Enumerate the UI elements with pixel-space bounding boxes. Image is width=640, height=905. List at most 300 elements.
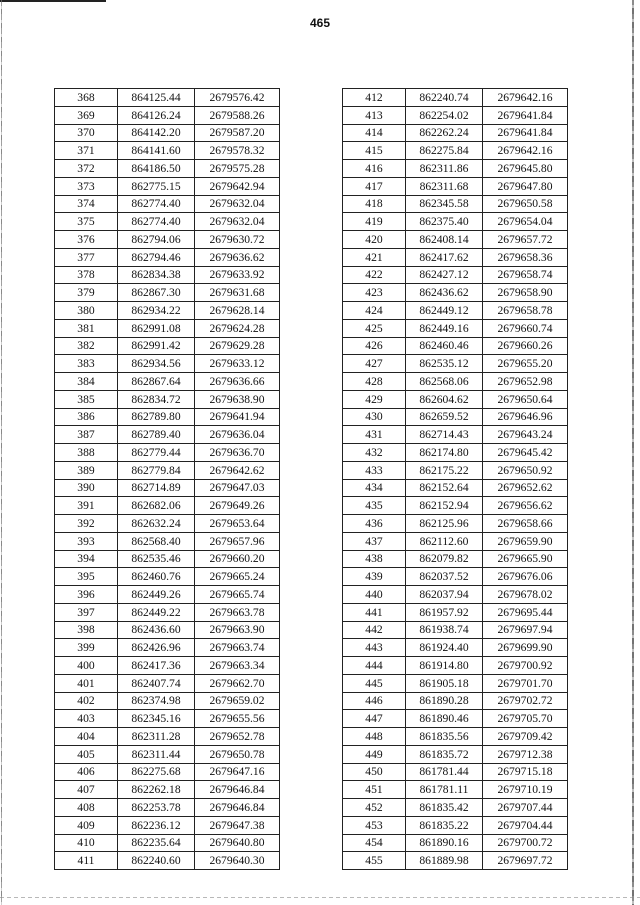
x-coordinate-cell: 862311.28 — [118, 728, 195, 746]
table-row — [55, 337, 280, 355]
point-number-cell: 418 — [343, 195, 406, 213]
x-coordinate-cell: 862436.60 — [118, 621, 195, 639]
y-coordinate-cell: 2679652.98 — [483, 373, 568, 391]
y-coordinate-cell: 2679642.62 — [195, 461, 280, 479]
y-coordinate-cell: 2679588.26 — [195, 106, 280, 124]
y-coordinate-cell: 2679633.12 — [195, 355, 280, 373]
y-coordinate-cell: 2679647.38 — [195, 816, 280, 834]
point-number-cell: 396 — [55, 586, 118, 604]
table-row — [55, 444, 280, 462]
table-row — [343, 337, 568, 355]
point-number-cell: 429 — [343, 390, 406, 408]
table-row — [343, 586, 568, 604]
table-row — [343, 710, 568, 728]
y-coordinate-cell: 2679641.94 — [195, 408, 280, 426]
table-row — [55, 142, 280, 160]
x-coordinate-cell: 862794.46 — [118, 248, 195, 266]
x-coordinate-cell: 861924.40 — [406, 639, 483, 657]
x-coordinate-cell: 862934.56 — [118, 355, 195, 373]
x-coordinate-cell: 862659.52 — [406, 408, 483, 426]
point-number-cell: 430 — [343, 408, 406, 426]
y-coordinate-cell: 2679699.90 — [483, 639, 568, 657]
table-row — [343, 692, 568, 710]
x-coordinate-cell: 862535.12 — [406, 355, 483, 373]
point-number-cell: 449 — [343, 745, 406, 763]
x-coordinate-cell: 862834.72 — [118, 390, 195, 408]
y-coordinate-cell: 2679655.56 — [195, 710, 280, 728]
table-row — [55, 124, 280, 142]
y-coordinate-cell: 2679658.74 — [483, 266, 568, 284]
table-row — [55, 621, 280, 639]
table-row — [55, 816, 280, 834]
x-coordinate-cell: 862240.74 — [406, 89, 483, 107]
y-coordinate-cell: 2679663.78 — [195, 603, 280, 621]
point-number-cell: 387 — [55, 426, 118, 444]
y-coordinate-cell: 2679636.70 — [195, 444, 280, 462]
y-coordinate-cell: 2679707.44 — [483, 799, 568, 817]
y-coordinate-cell: 2679715.18 — [483, 763, 568, 781]
y-coordinate-cell: 2679700.72 — [483, 834, 568, 852]
y-coordinate-cell: 2679660.20 — [195, 550, 280, 568]
x-coordinate-cell: 862235.64 — [118, 834, 195, 852]
point-number-cell: 400 — [55, 657, 118, 675]
point-number-cell: 439 — [343, 568, 406, 586]
table-row — [55, 231, 280, 249]
y-coordinate-cell: 2679647.16 — [195, 763, 280, 781]
point-number-cell: 417 — [343, 177, 406, 195]
y-coordinate-cell: 2679575.28 — [195, 160, 280, 178]
table-row — [343, 745, 568, 763]
x-coordinate-cell: 862152.64 — [406, 479, 483, 497]
table-row — [55, 177, 280, 195]
x-coordinate-cell: 862374.98 — [118, 692, 195, 710]
point-number-cell: 416 — [343, 160, 406, 178]
table-row — [343, 284, 568, 302]
y-coordinate-cell: 2679647.80 — [483, 177, 568, 195]
table-row — [343, 373, 568, 391]
table-row — [55, 745, 280, 763]
point-number-cell: 411 — [55, 852, 118, 870]
table-row — [55, 852, 280, 870]
y-coordinate-cell: 2679658.90 — [483, 284, 568, 302]
y-coordinate-cell: 2679647.03 — [195, 479, 280, 497]
y-coordinate-cell: 2679660.26 — [483, 337, 568, 355]
point-number-cell: 437 — [343, 532, 406, 550]
point-number-cell: 373 — [55, 177, 118, 195]
y-coordinate-cell: 2679642.16 — [483, 142, 568, 160]
table-row — [55, 89, 280, 107]
table-row — [343, 124, 568, 142]
table-row — [55, 106, 280, 124]
table-row — [55, 568, 280, 586]
point-number-cell: 384 — [55, 373, 118, 391]
point-number-cell: 390 — [55, 479, 118, 497]
table-row — [343, 195, 568, 213]
point-number-cell: 420 — [343, 231, 406, 249]
x-coordinate-cell: 862867.30 — [118, 284, 195, 302]
x-coordinate-cell: 862794.06 — [118, 231, 195, 249]
y-coordinate-cell: 2679642.16 — [483, 89, 568, 107]
point-number-cell: 427 — [343, 355, 406, 373]
point-number-cell: 405 — [55, 745, 118, 763]
point-number-cell: 444 — [343, 657, 406, 675]
table-row — [343, 461, 568, 479]
y-coordinate-cell: 2679697.94 — [483, 621, 568, 639]
x-coordinate-cell: 862253.78 — [118, 799, 195, 817]
table-row — [55, 373, 280, 391]
y-coordinate-cell: 2679641.84 — [483, 124, 568, 142]
point-number-cell: 425 — [343, 319, 406, 337]
y-coordinate-cell: 2679632.04 — [195, 195, 280, 213]
y-coordinate-cell: 2679697.72 — [483, 852, 568, 870]
table-row — [55, 586, 280, 604]
point-number-cell: 422 — [343, 266, 406, 284]
y-coordinate-cell: 2679650.58 — [483, 195, 568, 213]
x-coordinate-cell: 862991.42 — [118, 337, 195, 355]
point-number-cell: 399 — [55, 639, 118, 657]
y-coordinate-cell: 2679632.04 — [195, 213, 280, 231]
y-coordinate-cell: 2679646.84 — [195, 781, 280, 799]
y-coordinate-cell: 2679587.20 — [195, 124, 280, 142]
x-coordinate-cell: 864142.20 — [118, 124, 195, 142]
x-coordinate-cell: 861781.11 — [406, 781, 483, 799]
point-number-cell: 433 — [343, 461, 406, 479]
x-coordinate-cell: 862240.60 — [118, 852, 195, 870]
table-row — [343, 231, 568, 249]
y-coordinate-cell: 2679624.28 — [195, 319, 280, 337]
x-coordinate-cell: 862254.02 — [406, 106, 483, 124]
x-coordinate-cell: 861889.98 — [406, 852, 483, 870]
x-coordinate-cell: 864141.60 — [118, 142, 195, 160]
header-rule — [0, 0, 106, 2]
table-row — [343, 426, 568, 444]
table-row — [343, 177, 568, 195]
x-coordinate-cell: 862275.68 — [118, 763, 195, 781]
point-number-cell: 378 — [55, 266, 118, 284]
table-row — [343, 621, 568, 639]
x-coordinate-cell: 862568.06 — [406, 373, 483, 391]
point-number-cell: 450 — [343, 763, 406, 781]
table-row — [343, 799, 568, 817]
y-coordinate-cell: 2679650.78 — [195, 745, 280, 763]
x-coordinate-cell: 862311.68 — [406, 177, 483, 195]
table-row — [55, 426, 280, 444]
x-coordinate-cell: 862779.84 — [118, 461, 195, 479]
point-number-cell: 440 — [343, 586, 406, 604]
point-number-cell: 391 — [55, 497, 118, 515]
point-number-cell: 371 — [55, 142, 118, 160]
y-coordinate-cell: 2679640.30 — [195, 852, 280, 870]
x-coordinate-cell: 862449.12 — [406, 302, 483, 320]
table-row — [343, 728, 568, 746]
point-number-cell: 398 — [55, 621, 118, 639]
table-row — [55, 302, 280, 320]
x-coordinate-cell: 862714.89 — [118, 479, 195, 497]
point-number-cell: 414 — [343, 124, 406, 142]
x-coordinate-cell: 862079.82 — [406, 550, 483, 568]
y-coordinate-cell: 2679700.92 — [483, 657, 568, 675]
y-coordinate-cell: 2679659.02 — [195, 692, 280, 710]
point-number-cell: 393 — [55, 532, 118, 550]
x-coordinate-cell: 862174.80 — [406, 444, 483, 462]
point-number-cell: 374 — [55, 195, 118, 213]
y-coordinate-cell: 2679657.96 — [195, 532, 280, 550]
point-number-cell: 382 — [55, 337, 118, 355]
x-coordinate-cell: 861890.46 — [406, 710, 483, 728]
table-row — [55, 603, 280, 621]
point-number-cell: 380 — [55, 302, 118, 320]
x-coordinate-cell: 862991.08 — [118, 319, 195, 337]
x-coordinate-cell: 861835.22 — [406, 816, 483, 834]
table-row — [55, 461, 280, 479]
x-coordinate-cell: 862236.12 — [118, 816, 195, 834]
y-coordinate-cell: 2679705.70 — [483, 710, 568, 728]
table-row — [343, 816, 568, 834]
table-row — [343, 142, 568, 160]
table-row — [343, 568, 568, 586]
point-number-cell: 379 — [55, 284, 118, 302]
table-row — [55, 497, 280, 515]
y-coordinate-cell: 2679659.90 — [483, 532, 568, 550]
table-row — [343, 603, 568, 621]
y-coordinate-cell: 2679646.96 — [483, 408, 568, 426]
table-row — [55, 408, 280, 426]
x-coordinate-cell: 862449.26 — [118, 586, 195, 604]
x-coordinate-cell: 862417.62 — [406, 248, 483, 266]
table-row — [343, 674, 568, 692]
table-row — [343, 248, 568, 266]
table-row — [55, 763, 280, 781]
coordinates-table-right — [342, 88, 568, 870]
y-coordinate-cell: 2679576.42 — [195, 89, 280, 107]
table-row — [55, 728, 280, 746]
point-number-cell: 421 — [343, 248, 406, 266]
table-row — [343, 550, 568, 568]
table-row — [343, 160, 568, 178]
y-coordinate-cell: 2679628.14 — [195, 302, 280, 320]
x-coordinate-cell: 862125.96 — [406, 515, 483, 533]
table-row — [55, 266, 280, 284]
y-coordinate-cell: 2679663.34 — [195, 657, 280, 675]
table-row — [55, 195, 280, 213]
x-coordinate-cell: 862774.40 — [118, 213, 195, 231]
x-coordinate-cell: 862262.24 — [406, 124, 483, 142]
point-number-cell: 438 — [343, 550, 406, 568]
point-number-cell: 375 — [55, 213, 118, 231]
x-coordinate-cell: 861957.92 — [406, 603, 483, 621]
x-coordinate-cell: 862834.38 — [118, 266, 195, 284]
point-number-cell: 435 — [343, 497, 406, 515]
x-coordinate-cell: 861938.74 — [406, 621, 483, 639]
x-coordinate-cell: 862449.16 — [406, 319, 483, 337]
table-row — [343, 479, 568, 497]
point-number-cell: 385 — [55, 390, 118, 408]
table-row — [55, 550, 280, 568]
x-coordinate-cell: 861781.44 — [406, 763, 483, 781]
table-row — [343, 408, 568, 426]
table-row — [343, 89, 568, 107]
point-number-cell: 452 — [343, 799, 406, 817]
x-coordinate-cell: 862262.18 — [118, 781, 195, 799]
x-coordinate-cell: 861890.16 — [406, 834, 483, 852]
table-row — [343, 781, 568, 799]
table-row — [343, 319, 568, 337]
x-coordinate-cell: 861890.28 — [406, 692, 483, 710]
x-coordinate-cell: 862436.62 — [406, 284, 483, 302]
point-number-cell: 443 — [343, 639, 406, 657]
table-row — [55, 834, 280, 852]
y-coordinate-cell: 2679640.80 — [195, 834, 280, 852]
table-row — [343, 515, 568, 533]
point-number-cell: 386 — [55, 408, 118, 426]
x-coordinate-cell: 862408.14 — [406, 231, 483, 249]
table-row — [55, 515, 280, 533]
x-coordinate-cell: 862775.15 — [118, 177, 195, 195]
y-coordinate-cell: 2679654.04 — [483, 213, 568, 231]
y-coordinate-cell: 2679631.68 — [195, 284, 280, 302]
x-coordinate-cell: 862037.52 — [406, 568, 483, 586]
point-number-cell: 406 — [55, 763, 118, 781]
point-number-cell: 401 — [55, 674, 118, 692]
point-number-cell: 368 — [55, 89, 118, 107]
point-number-cell: 397 — [55, 603, 118, 621]
x-coordinate-cell: 862535.46 — [118, 550, 195, 568]
table-row — [343, 852, 568, 870]
point-number-cell: 388 — [55, 444, 118, 462]
x-coordinate-cell: 862460.46 — [406, 337, 483, 355]
y-coordinate-cell: 2679695.44 — [483, 603, 568, 621]
table-row — [343, 213, 568, 231]
x-coordinate-cell: 862426.96 — [118, 639, 195, 657]
scan-left-edge — [1, 0, 2, 905]
point-number-cell: 441 — [343, 603, 406, 621]
point-number-cell: 381 — [55, 319, 118, 337]
table-row — [55, 479, 280, 497]
x-coordinate-cell: 862774.40 — [118, 195, 195, 213]
point-number-cell: 434 — [343, 479, 406, 497]
point-number-cell: 410 — [55, 834, 118, 852]
y-coordinate-cell: 2679665.24 — [195, 568, 280, 586]
point-number-cell: 408 — [55, 799, 118, 817]
y-coordinate-cell: 2679650.92 — [483, 461, 568, 479]
point-number-cell: 432 — [343, 444, 406, 462]
y-coordinate-cell: 2679663.74 — [195, 639, 280, 657]
table-row — [55, 213, 280, 231]
y-coordinate-cell: 2679658.36 — [483, 248, 568, 266]
y-coordinate-cell: 2679663.90 — [195, 621, 280, 639]
coordinates-table-left — [54, 88, 280, 870]
x-coordinate-cell: 862604.62 — [406, 390, 483, 408]
point-number-cell: 445 — [343, 674, 406, 692]
point-number-cell: 423 — [343, 284, 406, 302]
y-coordinate-cell: 2679649.26 — [195, 497, 280, 515]
x-coordinate-cell: 862407.74 — [118, 674, 195, 692]
table-row — [343, 532, 568, 550]
x-coordinate-cell: 862417.36 — [118, 657, 195, 675]
x-coordinate-cell: 862460.76 — [118, 568, 195, 586]
table-row — [55, 355, 280, 373]
x-coordinate-cell: 862632.24 — [118, 515, 195, 533]
y-coordinate-cell: 2679645.42 — [483, 444, 568, 462]
table-row — [55, 284, 280, 302]
table-row — [55, 710, 280, 728]
x-coordinate-cell: 861835.72 — [406, 745, 483, 763]
point-number-cell: 376 — [55, 231, 118, 249]
y-coordinate-cell: 2679712.38 — [483, 745, 568, 763]
y-coordinate-cell: 2679655.20 — [483, 355, 568, 373]
x-coordinate-cell: 864186.50 — [118, 160, 195, 178]
y-coordinate-cell: 2679656.62 — [483, 497, 568, 515]
point-number-cell: 383 — [55, 355, 118, 373]
x-coordinate-cell: 862037.94 — [406, 586, 483, 604]
x-coordinate-cell: 864126.24 — [118, 106, 195, 124]
x-coordinate-cell: 862375.40 — [406, 213, 483, 231]
x-coordinate-cell: 862867.64 — [118, 373, 195, 391]
y-coordinate-cell: 2679629.28 — [195, 337, 280, 355]
x-coordinate-cell: 862152.94 — [406, 497, 483, 515]
point-number-cell: 447 — [343, 710, 406, 728]
table-row — [55, 674, 280, 692]
x-coordinate-cell: 862934.22 — [118, 302, 195, 320]
table-row — [55, 319, 280, 337]
table-row — [343, 639, 568, 657]
y-coordinate-cell: 2679665.74 — [195, 586, 280, 604]
point-number-cell: 409 — [55, 816, 118, 834]
x-coordinate-cell: 864125.44 — [118, 89, 195, 107]
point-number-cell: 436 — [343, 515, 406, 533]
page-number: 465 — [309, 16, 331, 30]
x-coordinate-cell: 862345.16 — [118, 710, 195, 728]
table-row — [343, 834, 568, 852]
x-coordinate-cell: 862345.58 — [406, 195, 483, 213]
y-coordinate-cell: 2679643.24 — [483, 426, 568, 444]
y-coordinate-cell: 2679710.19 — [483, 781, 568, 799]
point-number-cell: 392 — [55, 515, 118, 533]
x-coordinate-cell: 862779.44 — [118, 444, 195, 462]
x-coordinate-cell: 862175.22 — [406, 461, 483, 479]
y-coordinate-cell: 2679645.80 — [483, 160, 568, 178]
point-number-cell: 377 — [55, 248, 118, 266]
y-coordinate-cell: 2679662.70 — [195, 674, 280, 692]
table-row — [55, 639, 280, 657]
x-coordinate-cell: 861835.56 — [406, 728, 483, 746]
x-coordinate-cell: 862714.43 — [406, 426, 483, 444]
point-number-cell: 426 — [343, 337, 406, 355]
point-number-cell: 407 — [55, 781, 118, 799]
table-row — [343, 763, 568, 781]
point-number-cell: 402 — [55, 692, 118, 710]
table-row — [343, 444, 568, 462]
y-coordinate-cell: 2679642.94 — [195, 177, 280, 195]
table-row — [55, 799, 280, 817]
table-row — [55, 657, 280, 675]
y-coordinate-cell: 2679660.74 — [483, 319, 568, 337]
y-coordinate-cell: 2679678.02 — [483, 586, 568, 604]
y-coordinate-cell: 2679578.32 — [195, 142, 280, 160]
table-row — [343, 497, 568, 515]
y-coordinate-cell: 2679636.04 — [195, 426, 280, 444]
x-coordinate-cell: 862275.84 — [406, 142, 483, 160]
point-number-cell: 446 — [343, 692, 406, 710]
x-coordinate-cell: 862112.60 — [406, 532, 483, 550]
point-number-cell: 369 — [55, 106, 118, 124]
x-coordinate-cell: 862311.86 — [406, 160, 483, 178]
point-number-cell: 448 — [343, 728, 406, 746]
table-row — [343, 106, 568, 124]
y-coordinate-cell: 2679701.70 — [483, 674, 568, 692]
y-coordinate-cell: 2679658.66 — [483, 515, 568, 533]
table-row — [55, 390, 280, 408]
